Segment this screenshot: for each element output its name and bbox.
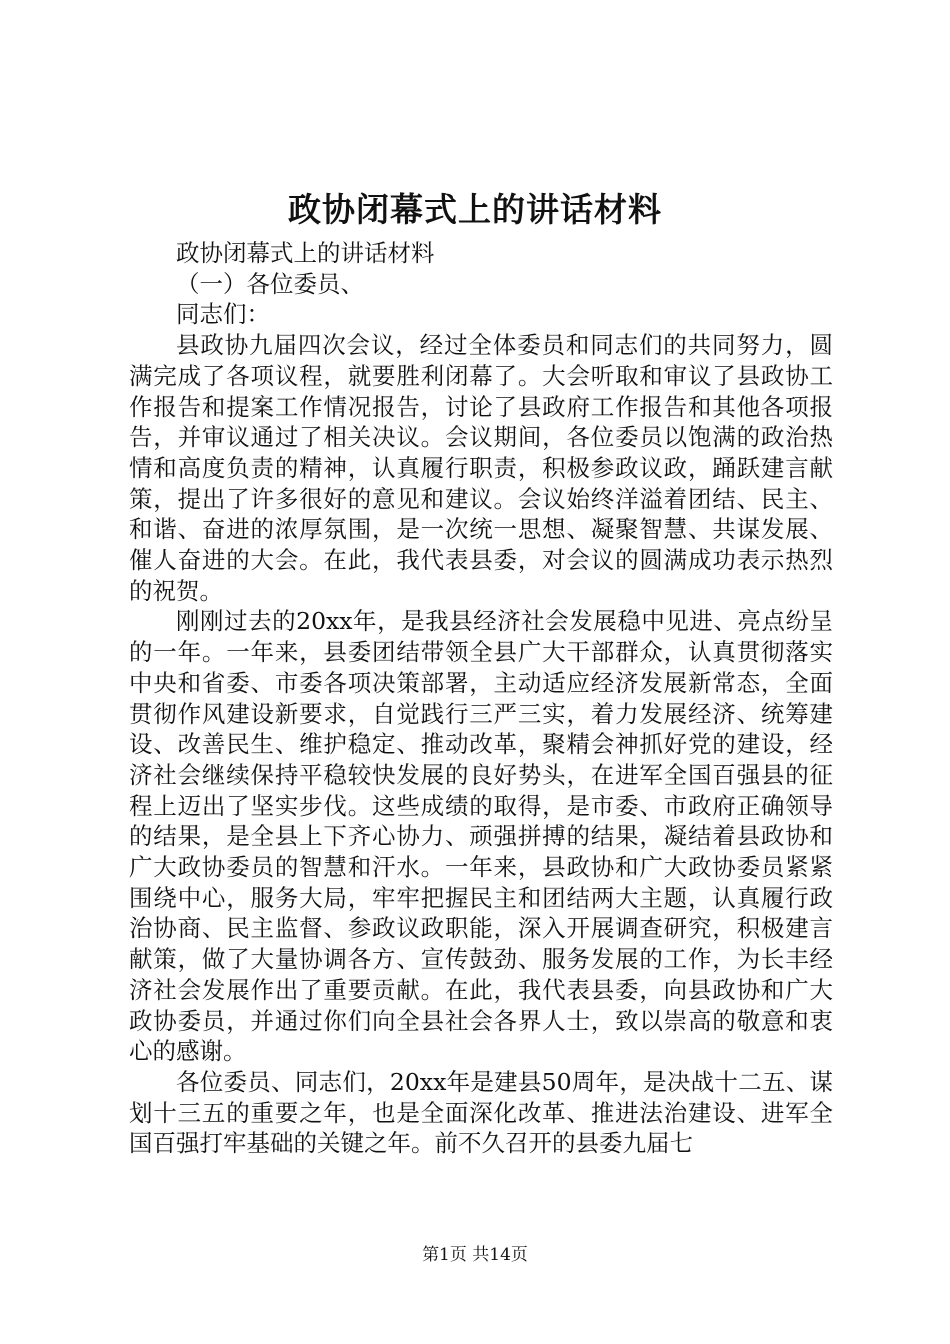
document-title: 政协闭幕式上的讲话材料 bbox=[288, 190, 662, 229]
page-footer: 第1页 共14页 bbox=[422, 1245, 528, 1265]
paragraph-salutation-2: 同志们： bbox=[176, 300, 270, 329]
paragraph-salutation-1: （一）各位委员、 bbox=[176, 269, 364, 298]
paragraph-body-1: 县政协九届四次会议，经过全体委员和同志们的共同努力，圆满完成了各项议程，就要胜利闭幕了。大会听取和审议了县政协工作报告和提案工作情况报告，讨论了县政府工作报告和其他各项报告，并审议通过了相关决议。会议期间，各位委员以饱满的政治热情和高度负责的精神，认真履行职责，积极参政议政，踊跃建言献策，提出了许多很好的意见和建议。会议始终洋溢着团结、民主、和谐、奋进的浓厚氛围，是一次统一思想、凝聚智慧、共谋发展、催人奋进的大会。在此，我代表县委，对会议的圆满成功表示热烈的祝贺。 bbox=[129, 331, 833, 605]
paragraph-body-3: 各位委员、同志们，20xx年是建县50周年，是决战十二五、谋划十三五的重要之年，也是全面深化改革、推进法治建设、进军全国百强打牢基础的关键之年。前不久召开的县委九届七 bbox=[129, 1067, 833, 1158]
document-body bbox=[129, 238, 833, 1159]
paragraph-body-2: 刚刚过去的20xx年，是我县经济社会发展稳中见进、亮点纷呈的一年。一年来，县委团结带领全县广大干部群众，认真贯彻落实中央和省委、市委各项决策部署，主动适应经济发展新常态，全面贯彻作风建设新要求，自觉践行三严三实，着力发展经济、统筹建设、改善民生、维护稳定、推动改革，聚精会神抓好党的建设，经济社会继续保持平稳较快发展的良好势头，在进军全国百强县的征程上迈出了坚实步伐。这些成绩的取得，是市委、市政府正确领导的结果，是全县上下齐心协力、顽强拼搏的结果，凝结着县政协和广大政协委员的智慧和汗水。一年来，县政协和广大政协委员紧紧围绕中心，服务大局，牢牢把握民主和团结两大主题，认真履行政治协商、民主监督、参政议政职能，深入开展调查研究，积极建言献策，做了大量协调各方、宣传鼓劲、服务发展的工作，为长丰经济社会发展作出了重要贡献。在此，我代表县委，向县政协和广大政协委员，并通过你们向全县社会各界人士，致以崇高的敬意和衷心的感谢。 bbox=[129, 607, 833, 1066]
paragraph-subtitle: 政协闭幕式上的讲话材料 bbox=[176, 239, 435, 267]
